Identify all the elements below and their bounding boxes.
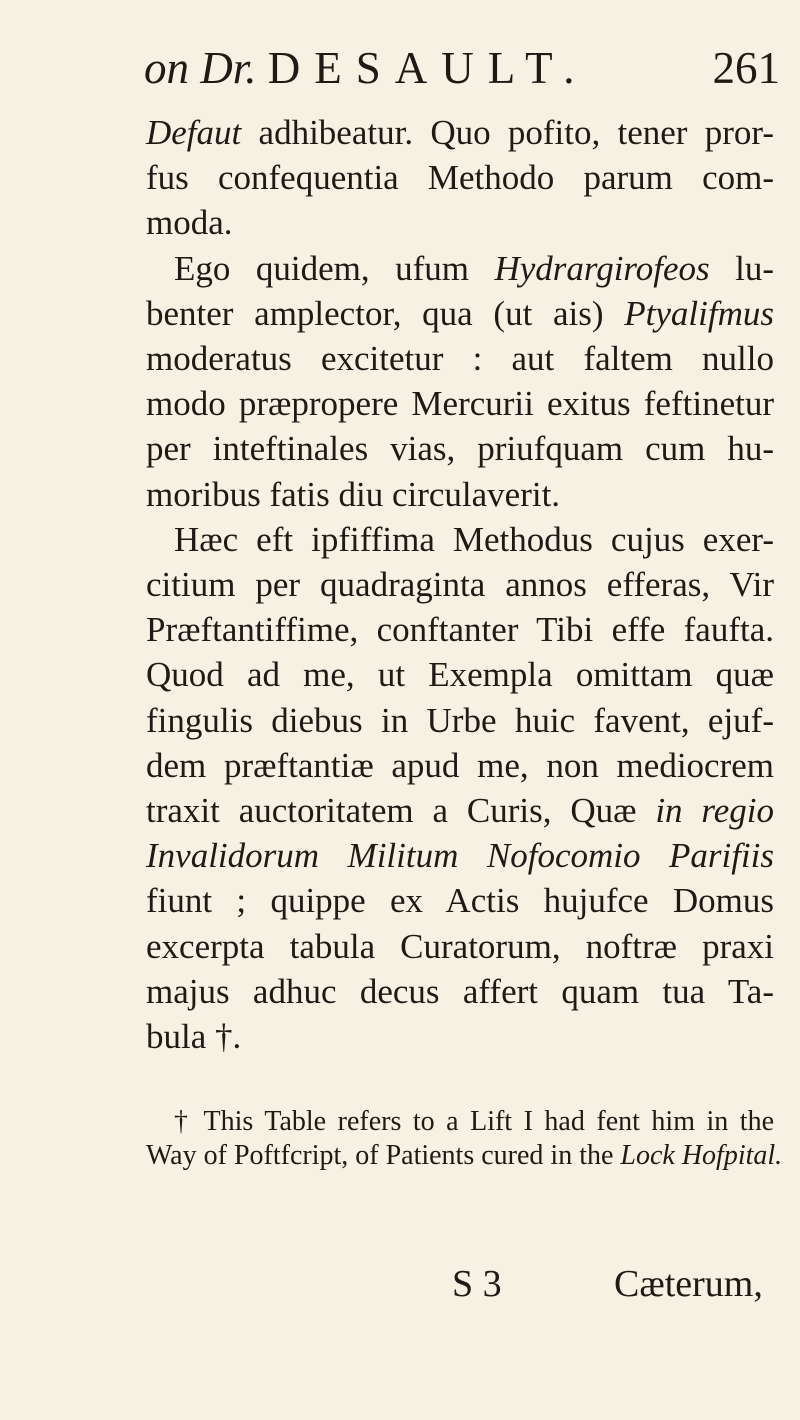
text-run: Hæc eft ipfiffima Methodus cujus exer- — [174, 519, 774, 559]
text-run: per inteftinales vias, priufquam cum hu- — [146, 429, 774, 469]
running-head — [144, 42, 589, 94]
text-line — [146, 336, 774, 381]
text-run: bula †. — [146, 1017, 242, 1057]
text-run: benter amplector, qua (ut ais) — [146, 293, 625, 333]
text-run: moderatus excitetur : aut faltem nullo — [146, 339, 774, 379]
main-text — [146, 110, 774, 1059]
text-line — [146, 517, 774, 562]
italic-text: Ptyalifmus — [624, 293, 774, 333]
text-run: fingulis diebus in Urbe huic favent, ejuf- — [146, 700, 774, 740]
italic-text: Hydrargirofeos — [494, 248, 710, 288]
text-run: excerpta tabula Curatorum, noftræ praxi — [146, 926, 774, 966]
text-line — [146, 833, 774, 878]
text-line — [146, 788, 774, 833]
text-run: Præftantiffime, conftanter Tibi effe faufta. — [146, 610, 774, 650]
text-run: lu- — [709, 248, 774, 288]
text-run: moda. — [146, 203, 233, 243]
text-run: Way of Poftfcript, of Patients cured in the — [146, 1140, 621, 1171]
text-line — [146, 426, 774, 471]
catchword: Cæterum, — [614, 1263, 763, 1305]
text-line — [146, 291, 774, 336]
text-run: † This Table refers to a Lift I had fent him in the — [174, 1106, 774, 1137]
text-line — [146, 878, 774, 923]
text-line — [146, 698, 774, 743]
text-line — [146, 969, 774, 1014]
text-run: majus adhuc decus affert quam tua Ta- — [146, 971, 774, 1011]
text-run: fus confequentia Methodo parum com- — [146, 158, 774, 198]
text-run: adhibeatur. Quo pofito, tener pror- — [241, 113, 774, 152]
italic-text: Invalidorum Militum Nofocomio Parifiis — [146, 836, 774, 876]
text-run: fiunt ; quippe ex Actis hujufce Domus — [146, 881, 774, 921]
text-run: modo præpropere Mercurii exitus feftinetur — [146, 384, 774, 424]
text-run: traxit auctoritatem a Curis, Quæ — [146, 791, 656, 831]
signature-mark: S 3 — [452, 1263, 502, 1305]
footnote-line — [146, 1139, 783, 1173]
text-run: Quod ad me, ut Exempla omittam quæ — [146, 655, 774, 695]
text-run: Ego quidem, ufum — [174, 248, 495, 288]
text-run: citium per quadraginta annos efferas, Vir — [146, 565, 774, 605]
text-run: dem præftantiæ apud me, non mediocrem — [146, 745, 774, 785]
text-line — [146, 652, 774, 697]
text-line — [146, 562, 774, 607]
footnote — [146, 1105, 783, 1173]
text-line — [146, 155, 774, 200]
running-head-caps: DESAULT. — [267, 43, 589, 93]
text-line — [146, 381, 774, 426]
text-line — [146, 110, 774, 155]
text-run: moribus fatis diu circulaverit. — [146, 474, 561, 514]
italic-text: Defaut — [146, 113, 242, 152]
page-number: 261 — [712, 43, 780, 93]
italic-text: Lock Hofpital. — [620, 1140, 783, 1171]
text-line — [146, 743, 774, 788]
footnote-line — [146, 1105, 774, 1139]
running-head-italic: on Dr. — [144, 43, 257, 93]
text-line — [146, 200, 774, 245]
text-line — [146, 1014, 774, 1059]
page-header — [120, 42, 780, 102]
text-line — [146, 607, 774, 652]
italic-text: in regio — [655, 791, 774, 831]
text-line — [146, 246, 774, 291]
text-line — [146, 472, 774, 517]
text-line — [146, 924, 774, 969]
